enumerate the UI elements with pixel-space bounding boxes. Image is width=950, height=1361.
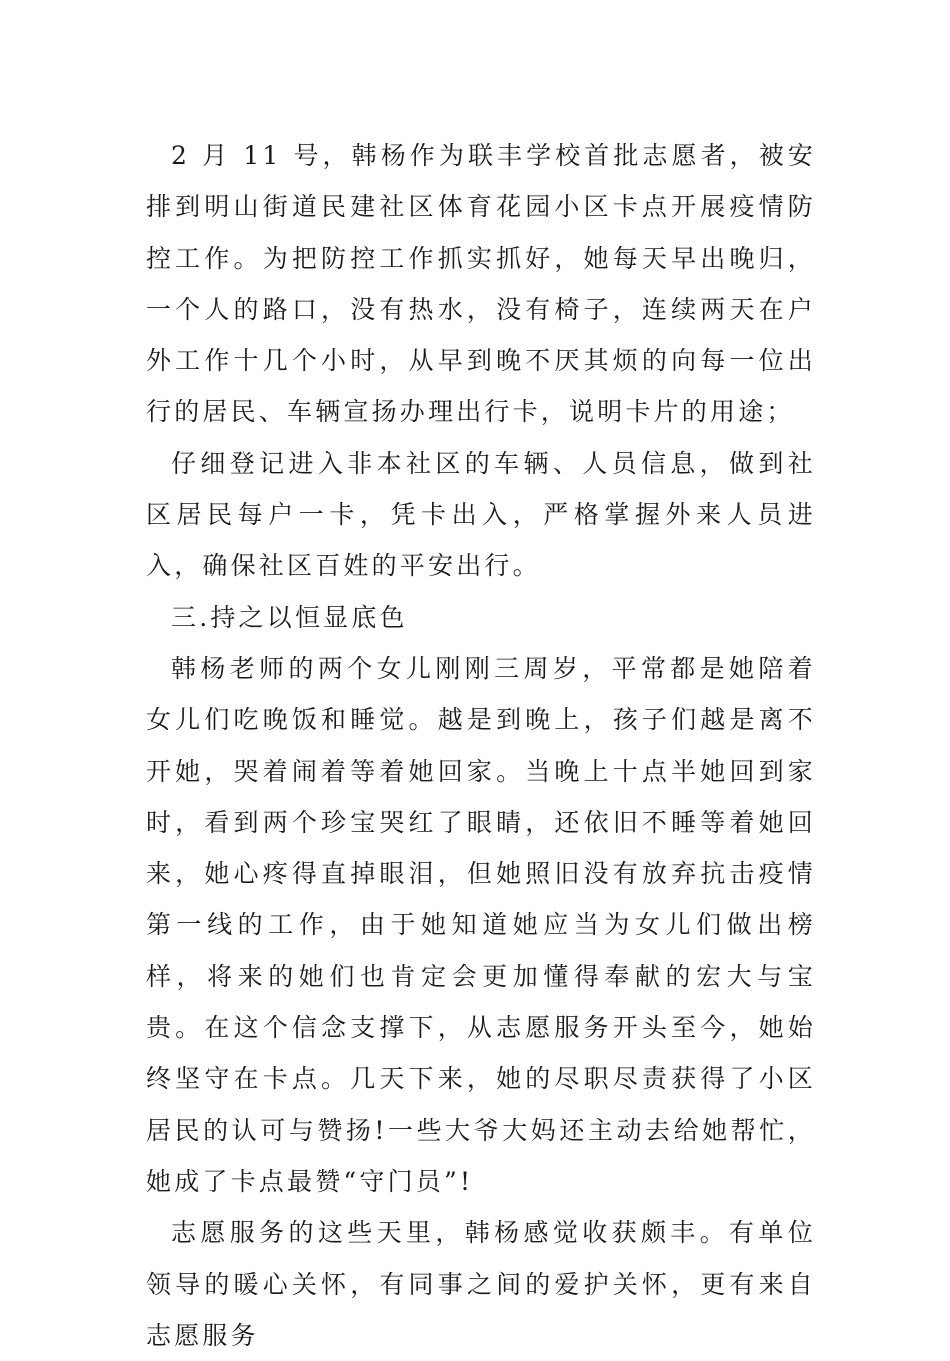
- document-body: [146, 130, 816, 1361]
- paragraph-daughters: 韩杨老师的两个女儿刚刚三周岁，平常都是她陪着女儿们吃晚饭和睡觉。越是到晚上，孩子们越是离不开她，哭着闹着等着她回家。当晚上十点半她回到家时，看到两个珍宝哭红了眼睛，还依旧不睡等着她回来，她心疼得直掉眼泪，但她照旧没有放弃抗击疫情第一线的工作，由于她知道她应当为女儿们做出榜样，将来的她们也肯定会更加懂得奉献的宏大与宝贵。在这个信念支撑下，从志愿服务开头至今，她始终坚守在卡点。几天下来，她的尽职尽责获得了小区居民的认可与赞扬!一些大爷大妈还主动去给她帮忙，她成了卡点最赞“守门员”!: [146, 653, 816, 1196]
- paragraph-harvest: 志愿服务的这些天里，韩杨感觉收获颇丰。有单位领导的暖心关怀，有同事之间的爱护关怀，更有来自志愿服务: [146, 1218, 816, 1350]
- paragraph-registration: 仔细登记进入非本社区的车辆、人员信息，做到社区居民每户一卡，凭卡出入，严格掌握外来人员进入，确保社区百姓的平安出行。: [146, 448, 816, 581]
- section-heading: 三.持之以恒显底色: [171, 602, 408, 632]
- paragraph-volunteer-assignment: 2 月 11 号，韩杨作为联丰学校首批志愿者，被安排到明山街道民建社区体育花园小区卡点开展疫情防控工作。为把防控工作抓实抓好，她每天早出晚归，一个人的路口，没有热水，没有椅子，连续两天在户外工作十几个小时，从早到晚不厌其烦的向每一位出行的居民、车辆宣扬办理出行卡，说明卡片的用途；: [146, 141, 816, 427]
